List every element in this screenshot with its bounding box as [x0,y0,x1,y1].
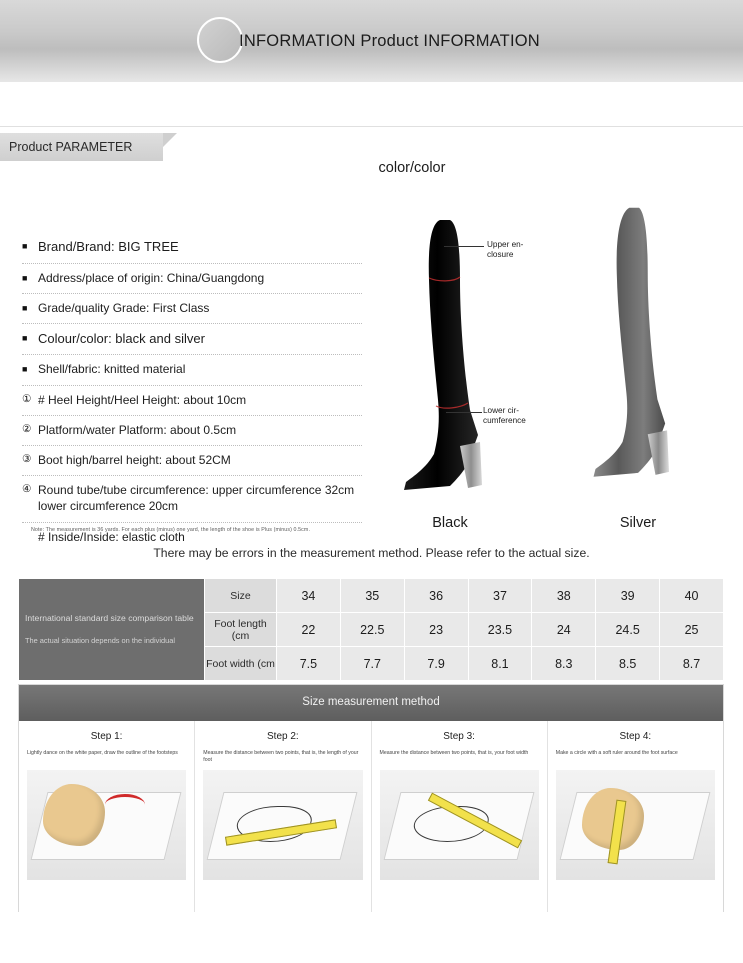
cell: 35 [340,579,404,613]
spec-item [22,330,362,356]
header-banner [0,0,743,82]
cell: 7.7 [340,647,404,681]
cell: 25 [660,613,724,647]
silver-boot-image [585,200,695,500]
cell: 8.5 [596,647,660,681]
circle-icon [197,17,243,63]
step-title: Step 2: [267,731,299,742]
square-bullet-icon: ■ [22,241,28,251]
spec-text: Address/place of origin: China/Guangdong [38,270,265,285]
spec-text: # Inside/Inside: elastic cloth [38,529,185,544]
method-step-3 [372,721,548,912]
measurement-disclaimer: There may be errors in the measurement method. Please refer to the actual size. [153,546,590,560]
spec-text: # Heel Height/Heel Height: about 10cm [38,392,247,407]
spec-item [22,270,362,294]
table-row [19,579,724,613]
square-bullet-icon: ■ [22,272,28,283]
spec-text: Platform/water Platform: about 0.5cm [38,422,237,437]
cell: 24.5 [596,613,660,647]
cell: 23 [404,613,468,647]
spec-item [22,482,362,522]
spec-text: Colour/color: black and silver [38,330,205,346]
step-title: Step 3: [443,731,475,742]
cell: 34 [277,579,341,613]
step-desc: Lightly dance on the white paper, draw the outline of the footsteps [27,750,178,756]
cell: 7.5 [277,647,341,681]
cell: 40 [660,579,724,613]
square-bullet-icon: ■ [22,332,28,343]
spec-text: Grade/quality Grade: First Class [38,300,210,315]
step-title: Step 4: [619,731,652,742]
fine-print-note: Note: The measurement is 36 yards. For each plus (minus) one yard, the length of the shoe is Plus (minus) 0.5cm. [31,527,311,533]
size-comparison-table [18,578,724,681]
page-title: INFORMATION Product INFORMATION [239,31,540,50]
bottom-strip [0,925,743,963]
black-label: Black [432,515,468,531]
spec-text: Round tube/tube circumference: upper circumference 32cm lower circumference 20cm [38,483,355,514]
cell: 38 [532,579,596,613]
product-images [370,190,730,540]
step-title: Step 1: [90,731,123,742]
size-measurement-method [18,684,724,912]
corner-sub-text: The actual situation depends on the individual [25,635,175,645]
pencil-arrow-icon [105,794,145,815]
row-header: Foot width (cm [205,647,277,681]
step-desc: Measure the distance between two points, that is, your foot width [379,750,529,756]
number-1-icon: ① [22,392,32,405]
spec-item [22,238,362,264]
foot-shape [43,784,105,846]
cell: 36 [404,579,468,613]
table-corner-title [19,579,205,681]
row-header: Foot length (cm [205,613,277,647]
cell: 8.1 [468,647,532,681]
callout-leader-upper [444,246,484,247]
product-parameter-label: Product PARAMETER [0,133,163,161]
row-header: Size [205,579,277,613]
cell: 37 [468,579,532,613]
cell: 8.7 [660,647,724,681]
step-illustration [380,770,539,880]
square-bullet-icon: ■ [22,364,28,375]
cell: 23.5 [468,613,532,647]
method-step-2 [195,721,371,912]
step-desc: Measure the distance between two points, that is, the length of your foot [203,750,359,764]
number-2-icon: ② [22,422,32,435]
tab-fold-corner [163,133,177,161]
spec-list [22,238,362,558]
method-step-1 [19,721,195,912]
cell: 22.5 [340,613,404,647]
callout-lower-circumference: Lower cir-cumference [483,406,526,426]
corner-title-text: International standard size comparison table [25,613,194,624]
spec-item [22,361,362,385]
step-illustration [203,770,362,880]
cell: 24 [532,613,596,647]
spec-text: Brand/Brand: BIG TREE [38,239,179,254]
number-4-icon: ④ [22,483,32,496]
callout-leader-lower [446,412,482,413]
spec-item [22,300,362,324]
spec-text: Shell/fabric: knitted material [38,362,186,377]
method-steps [19,721,723,912]
cell: 22 [277,613,341,647]
step-illustration [556,770,715,880]
color-section-title: color/color [378,160,446,176]
cell: 7.9 [404,647,468,681]
square-bullet-icon: ■ [22,302,28,313]
callout-upper-enclosure: Upper en-closure [487,240,524,260]
silver-label: Silver [619,515,657,531]
method-step-4 [548,721,723,912]
method-title: Size measurement method [19,685,723,721]
spec-text: Boot high/barrel height: about 52CM [38,453,231,468]
cell: 39 [596,579,660,613]
spec-item [22,422,362,446]
spec-item [22,392,362,416]
step-illustration [27,770,186,880]
header-divider [0,126,743,127]
spec-item [22,452,362,476]
number-3-icon: ③ [22,453,32,466]
product-parameter-tab [0,133,190,161]
step-desc: Make a circle with a soft ruler around the foot surface [555,750,678,756]
cell: 8.3 [532,647,596,681]
